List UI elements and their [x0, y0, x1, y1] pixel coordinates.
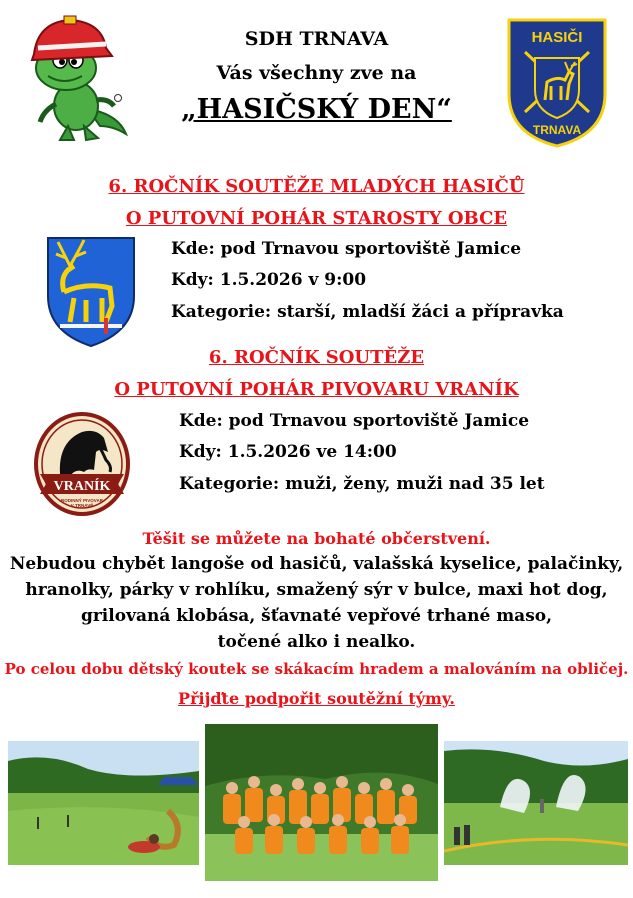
event-title: „HASIČSKÝ DEN“	[181, 94, 452, 125]
badge-bottom-text: TRNAVA	[532, 123, 582, 137]
organizer-name: SDH TRNAVA	[244, 28, 389, 50]
competition2-location: Kde: pod Trnavou sportoviště Jamice	[179, 411, 530, 431]
refreshments-line4: točené alko i nealko.	[217, 632, 416, 652]
refreshments-line2: hranolky, párky v rohlíku, smažený sýr v bulce, maxi hot dog,	[25, 580, 608, 600]
photo-water-spray	[444, 741, 628, 865]
invitation-text: Vás všechny zve na	[216, 62, 417, 84]
badge-top-text: HASIČI	[531, 29, 583, 46]
brewery-logo-subtitle-line2: V TRNAVĚ	[70, 503, 94, 508]
brewery-logo-subtitle-line1: RODINNÝ PIVOVAR	[61, 498, 103, 503]
competition2-datetime: Kdy: 1.5.2026 ve 14:00	[179, 442, 397, 462]
competition1-datetime: Kdy: 1.5.2026 v 9:00	[171, 270, 367, 290]
competition1-title-line2: O PUTOVNÍ POHÁR STAROSTY OBCE	[125, 208, 508, 229]
village-coat-of-arms-image	[46, 236, 136, 348]
photo-team-group	[205, 724, 438, 881]
competition2-title-line1: 6. ROČNÍK SOUTĚŽE	[208, 347, 425, 368]
competition1-title-line1: 6. ROČNÍK SOUTĚŽE MLADÝCH HASIČŮ	[108, 176, 525, 197]
call-to-action: Přijďte podpořit soutěžní týmy.	[178, 689, 455, 708]
brewery-logo-name: VRANÍK	[53, 479, 111, 494]
refreshments-line3: grilovaná klobása, šťavnaté vepřové trhané maso,	[80, 606, 553, 626]
competition1-category: Kategorie: starší, mladší žáci a přípravka	[171, 302, 564, 322]
competition2-category: Kategorie: muži, ženy, muži nad 35 let	[179, 474, 545, 494]
competition2-title-line2: O PUTOVNÍ POHÁR PIVOVARU VRANÍK	[114, 379, 519, 400]
firefighters-badge-image	[505, 16, 609, 148]
refreshments-line1: Nebudou chybět langoše od hasičů, valašská kyselice, palačinky,	[9, 554, 624, 574]
photo-youth-competition	[8, 741, 199, 865]
kids-corner-text: Po celou dobu dětský koutek se skákacím hradem a malováním na obličej.	[4, 660, 629, 678]
refreshments-heading: Těšit se můžete na bohaté občerstvení.	[142, 529, 491, 548]
competition1-location: Kde: pod Trnavou sportoviště Jamice	[171, 239, 522, 259]
brewery-vranik-logo	[34, 412, 130, 518]
